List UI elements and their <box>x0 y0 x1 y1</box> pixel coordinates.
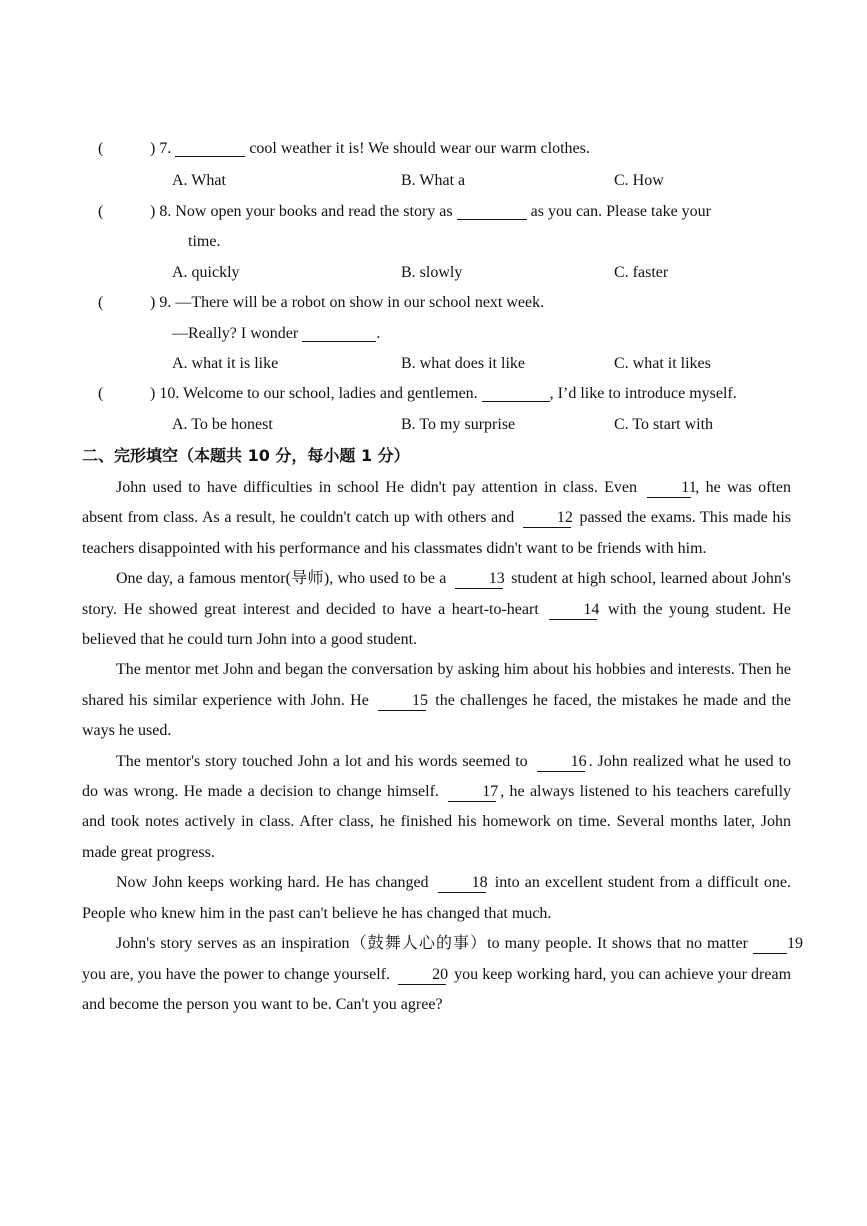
cloze-passage <box>82 473 803 1020</box>
cloze-gap-15: 15 <box>378 692 426 711</box>
answer-blank <box>482 383 550 402</box>
option-b: B. slowly <box>401 264 463 281</box>
answer-paren-open: ( <box>98 203 104 220</box>
passage-text: One day, a famous mentor(导师), who used to be a <box>116 570 447 588</box>
passage-paragraph-3 <box>82 655 791 746</box>
cloze-gap-20: 20 <box>398 966 446 985</box>
option-c: C. faster <box>614 264 669 281</box>
stem-text: —There will be a robot on show in our school next week. <box>175 294 545 311</box>
option-a: A. quickly <box>172 264 240 281</box>
stem-text: cool weather it is! We should wear our warm clothes. <box>249 140 590 157</box>
passage-text: into an excellent student from a difficult one. People who knew him in the past can't believe he has changed that much. <box>82 874 792 922</box>
cloze-gap-19: 19 <box>753 935 787 954</box>
stem-text: Now open your books and read the story as <box>175 203 453 220</box>
question-stem <box>150 379 790 409</box>
question-8-line2: time. <box>188 233 221 250</box>
passage-text: student at high school, learned about John's story. He showed great interest and decided to have a heart-to-heart <box>82 570 792 618</box>
passage-text: , he was often absent from class. As a result, he couldn't catch up with others and <box>82 479 791 527</box>
passage-paragraph-1 <box>82 473 791 564</box>
passage-paragraph-4 <box>82 747 791 869</box>
passage-text: John used to have difficulties in school He didn't pay attention in class. Even <box>116 479 638 496</box>
answer-blank <box>457 201 527 220</box>
question-9-line2 <box>172 319 867 349</box>
cloze-gap-11: 11 <box>647 479 691 498</box>
passage-text: The mentor met John and began the conversation by asking him about his hobbies and interests. Then he shared his similar experience with John. He <box>82 661 791 709</box>
question-stem <box>150 288 790 318</box>
option-b: B. To my surprise <box>401 416 516 433</box>
passage-text: The mentor's story touched John a lot and his words seemed to <box>116 752 528 770</box>
question-stem <box>150 134 790 164</box>
question-number: ) 8. <box>150 203 172 220</box>
cloze-gap-18: 18 <box>438 874 486 893</box>
question-number: ) 7. <box>150 140 172 157</box>
answer-paren-open: ( <box>98 140 104 157</box>
cloze-gap-14: 14 <box>549 601 597 620</box>
question-number: ) 9. <box>150 294 172 311</box>
option-c: C. To start with <box>614 416 714 433</box>
passage-paragraph-6 <box>82 929 803 1020</box>
option-a: A. To be honest <box>172 416 273 433</box>
passage-text: John's story serves as an inspiration（鼓舞人心的事）to many people. It shows that no matter <box>116 935 748 953</box>
answer-blank <box>175 138 245 157</box>
passage-text: you keep working hard, you can achieve your dream and become the person you want to be. Can't you agree? <box>82 965 792 1013</box>
cloze-gap-16: 16 <box>537 753 585 772</box>
question-number: ) 10. <box>150 385 180 402</box>
passage-text: . John realized what he used to do was wrong. He made a decision to change himself. <box>82 752 792 801</box>
option-c: C. How <box>614 172 664 189</box>
option-c: C. what it likes <box>614 355 711 372</box>
stem-text-after: , I’d like to introduce myself. <box>549 385 737 402</box>
option-a: A. What <box>172 172 226 189</box>
passage-text: , he always listened to his teachers carefully and took notes actively in class. After class, he finished his homework on time. Several months later, John made great progress. <box>82 783 792 861</box>
answer-paren-open: ( <box>98 294 104 311</box>
option-b: B. What a <box>401 172 466 189</box>
passage-text: Now John keeps working hard. He has changed <box>116 874 429 892</box>
stem-text-after: as you can. Please take your <box>530 203 711 220</box>
passage-text: with the young student. He believed that he could turn John into a good student. <box>82 600 792 649</box>
cloze-gap-13: 13 <box>455 570 503 589</box>
section-title: 二、完形填空（本题共 10 分，每小题 1 分） <box>82 446 410 465</box>
passage-text: you are, you have the power to change yourself. <box>82 965 390 983</box>
passage-paragraph-5 <box>82 868 791 929</box>
stem-text-after: . <box>376 325 381 342</box>
passage-paragraph-2 <box>82 564 791 655</box>
answer-blank <box>302 323 376 342</box>
question-stem <box>150 197 790 227</box>
passage-text: the challenges he faced, the mistakes he made and the ways he used. <box>82 691 792 740</box>
answer-paren-open: ( <box>98 385 104 402</box>
option-b: B. what does it like <box>401 355 525 372</box>
cloze-gap-17: 17 <box>448 783 496 802</box>
stem-text: Welcome to our school, ladies and gentlemen. <box>183 385 478 402</box>
option-a: A. what it is like <box>172 355 279 372</box>
passage-text: passed the exams. This made his teachers disappointed with his performance and his classmates didn't want to be friends with him. <box>82 509 792 557</box>
stem-text: —Really? I wonder <box>172 325 299 342</box>
cloze-gap-12: 12 <box>523 509 571 528</box>
